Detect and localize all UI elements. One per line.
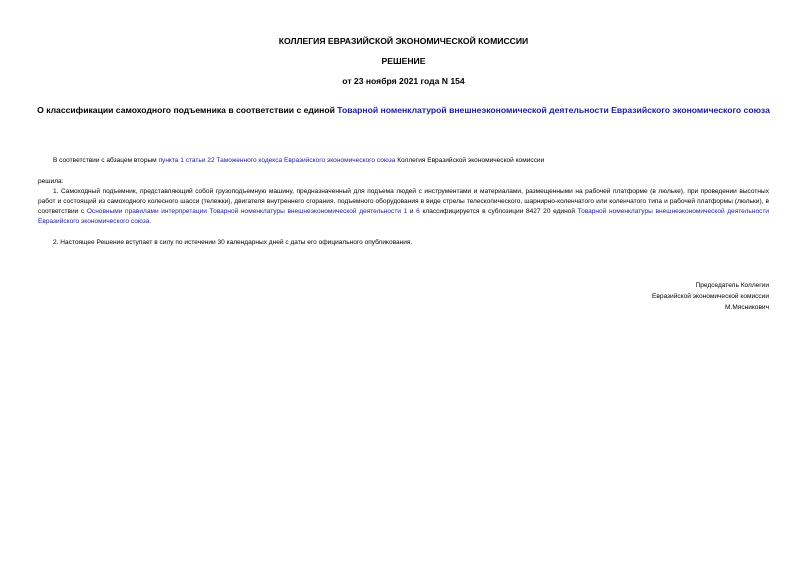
document-date-number: от 23 ноября 2021 года N 154	[342, 76, 465, 86]
p1-text-d: .	[149, 218, 152, 225]
paragraph-1	[38, 187, 769, 227]
p1-text-a: 1. Самоходный подъемник, представляющий собой грузоподъемную машину, предназначенный для подъема людей с инструментами и материалами, размещенными на рабочей платформе (в люльке), при проведении высотных работ и состоящий из самоходного колесного шасси (тележки), двигателя внутреннего сгорания, подъемного оборудования в виде стрелы телескопического, шарнирно-коленчатого или коленчатого типа и рабочей платформы (люльки), в соответствии с	[38, 188, 769, 215]
p1-text-b: и	[407, 208, 417, 215]
paragraph-2: 2. Настоящее Решение вступает в силу по истечении 30 календарных дней с даты его официального опубликования.	[53, 239, 413, 246]
document-type: РЕШЕНИЕ	[381, 56, 426, 66]
signature-organization: Евразийской экономической комиссии	[651, 293, 769, 300]
intro-text-start: В соответствии с абзацем вторым	[53, 157, 159, 164]
interpretation-rules-link[interactable]: Основными правилами интерпретации Товарной номенклатуры внешнеэкономической деятельности 1	[86, 208, 408, 215]
p1-text-c: классифицируется в субпозиции 8427 20 единой	[419, 208, 578, 215]
signature-position: Председатель Коллегии	[695, 282, 769, 289]
intro-paragraph	[38, 156, 769, 166]
decided-label: решила:	[38, 178, 64, 185]
document-title	[36, 105, 771, 116]
customs-code-link[interactable]: пункта 1 статьи 22 Таможенного кодекса Евразийского экономического союза	[158, 157, 396, 164]
tnved-link[interactable]: Товарной номенклатуры внешнеэкономической деятельности Евразийского экономического союза	[38, 208, 770, 225]
signature-name: М.Мясникович	[725, 304, 769, 311]
intro-text-end: Коллегия Евразийской экономической комиссии	[395, 157, 545, 164]
rule-6-link[interactable]: 6	[416, 208, 420, 215]
title-text: О классификации самоходного подъемника в соответствии с единой	[37, 105, 338, 115]
title-link-tnved[interactable]: Товарной номенклатурой внешнеэкономической деятельности Евразийского экономического союза	[337, 105, 770, 115]
issuing-body: КОЛЛЕГИЯ ЕВРАЗИЙСКОЙ ЭКОНОМИЧЕСКОЙ КОМИССИИ	[278, 36, 529, 46]
